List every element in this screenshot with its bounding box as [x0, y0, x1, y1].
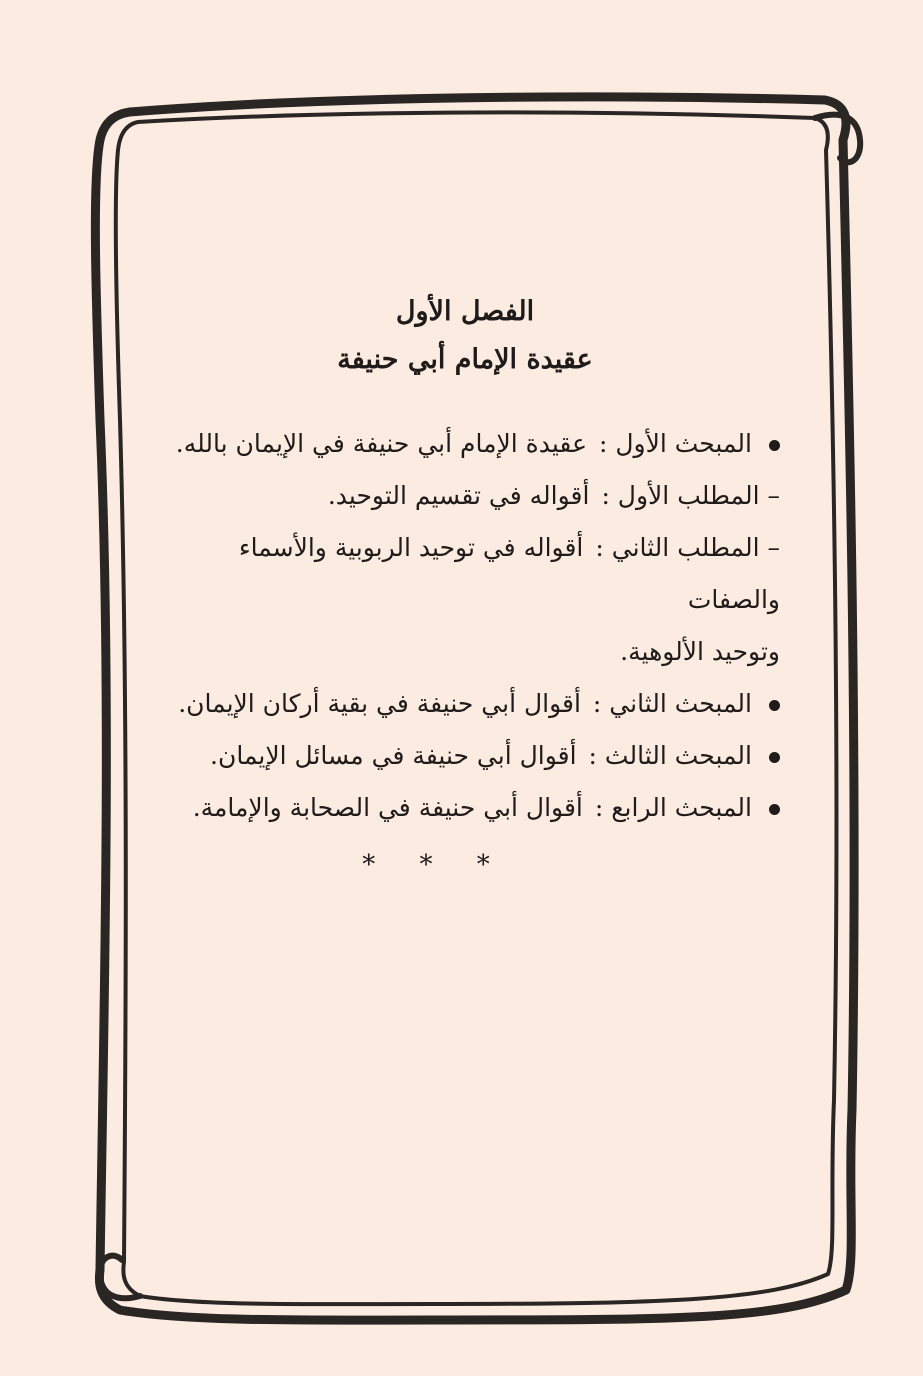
toc-section-4 — [150, 782, 780, 834]
bullet-icon — [769, 700, 780, 711]
toc-label: المبحث الثاني : — [592, 689, 752, 718]
toc-label: – المطلب الأول : — [601, 481, 780, 510]
toc-text: أقوال أبي حنيفة في مسائل الإيمان. — [210, 741, 577, 770]
bullet-icon — [769, 804, 780, 815]
toc-label: – المطلب الثاني : — [595, 533, 780, 562]
toc-text-continuation: وتوحيد الألوهية. — [620, 637, 780, 666]
chapter-title: الفصل الأول — [395, 296, 535, 327]
toc-section-2 — [150, 678, 780, 730]
toc-text: أقوال أبي حنيفة في بقية أركان الإيمان. — [178, 689, 581, 718]
toc-section-3 — [150, 730, 780, 782]
bullet-icon — [769, 440, 780, 451]
page-content — [150, 290, 780, 880]
toc-section-1 — [150, 418, 780, 470]
toc-subsection-1 — [150, 470, 780, 522]
section-separator: * * * — [362, 850, 508, 880]
chapter-subtitle: عقيدة الإمام أبي حنيفة — [337, 344, 593, 375]
toc-label: المبحث الأول : — [598, 429, 752, 458]
bullet-icon — [769, 752, 780, 763]
toc-label: المبحث الثالث : — [588, 741, 752, 770]
toc-text: أقواله في توحيد الربوبية والأسماء والصفات — [238, 533, 780, 614]
toc-label: المبحث الرابع : — [594, 793, 752, 822]
table-of-contents — [150, 418, 780, 834]
toc-text: عقيدة الإمام أبي حنيفة في الإيمان بالله. — [175, 429, 587, 458]
toc-text: أقوال أبي حنيفة في الصحابة والإمامة. — [192, 793, 583, 822]
toc-subsection-2 — [150, 522, 780, 678]
toc-text: أقواله في تقسيم التوحيد. — [327, 481, 590, 510]
